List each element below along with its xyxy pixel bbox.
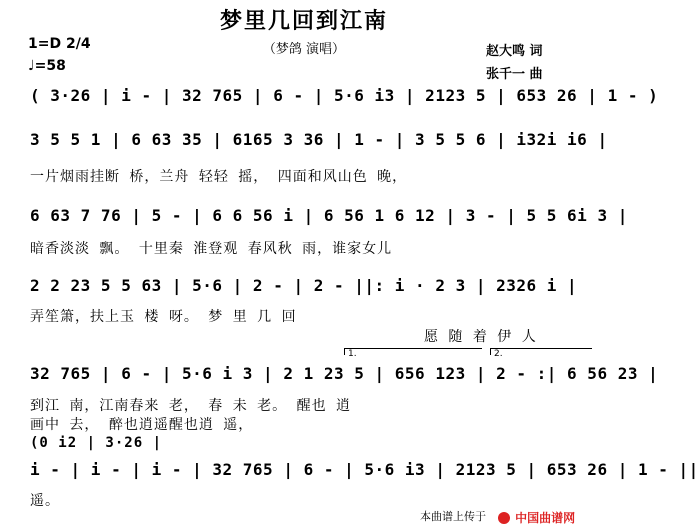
key-signature: 1=D 2/4 (28, 36, 91, 52)
lyric-line: 到江 南，江南春来 老， 春 未 老。 醒也 逍 (30, 398, 351, 414)
site-name: 中国曲谱网 (515, 511, 576, 525)
staff-notes: 6 63 7 76 | 5 - | 6 6 56 i | 6 56 1 6 12 | 3 - | 5 5 6i 3 | (30, 206, 628, 225)
staff-notes: 3 5 5 1 | 6 63 35 | 6165 3 36 | 1 - | 3 5 5 6 | i32i i6 | (30, 130, 608, 149)
lyric-line: 遥。 (30, 493, 60, 509)
lyric-line: 暗香淡淡 飘。 十里秦 淮登观 春风秋 雨，谁家女儿 (30, 241, 393, 257)
staff-notes: 32 765 | 6 - | 5·6 i 3 | 2 1 23 5 | 656 123 | 2 - :| 6 56 23 | (30, 364, 659, 383)
volta-bracket: 2. (490, 348, 592, 355)
interlude-notes: (0 i2 | 3·26 | (30, 435, 163, 451)
song-title: 梦里几回到江南 (219, 9, 388, 34)
staff-notes: ( 3·26 | i - | 32 765 | 6 - | 5·6 i3 | 2123 5 | 653 26 | 1 - ) (30, 86, 659, 105)
lyric-line: 弄笙箫，扶上玉 楼 呀。 梦 里 几 回 (30, 309, 297, 325)
site-watermark (498, 507, 575, 526)
site-logo-icon (498, 512, 510, 524)
lyricist-credit: 赵大鸣 词 (486, 44, 543, 59)
composer-credit: 张千一 曲 (486, 67, 543, 82)
staff-notes: 2 2 23 5 5 63 | 5·6 | 2 - | 2 - ||: i · 2 3 | 2326 i | (30, 276, 578, 295)
volta-bracket: 1. (344, 348, 482, 355)
upload-credit: 本曲谱上传于 (420, 510, 486, 523)
staff-notes: i - | i - | i - | 32 765 | 6 - | 5·6 i3 | 2123 5 | 653 26 | 1 - || (30, 460, 699, 479)
lyric-line: 愿 随 着 伊 人 (424, 329, 537, 345)
singer-credit: （梦鸽 演唱） (262, 42, 346, 57)
tempo-marking: ♩=58 (28, 58, 66, 74)
lyric-line: 画中 去， 醉也逍遥醒也逍 遥， (30, 417, 254, 433)
lyric-line: 一片烟雨挂断 桥，兰舟 轻轻 摇， 四面和风山色 晚， (30, 169, 408, 185)
